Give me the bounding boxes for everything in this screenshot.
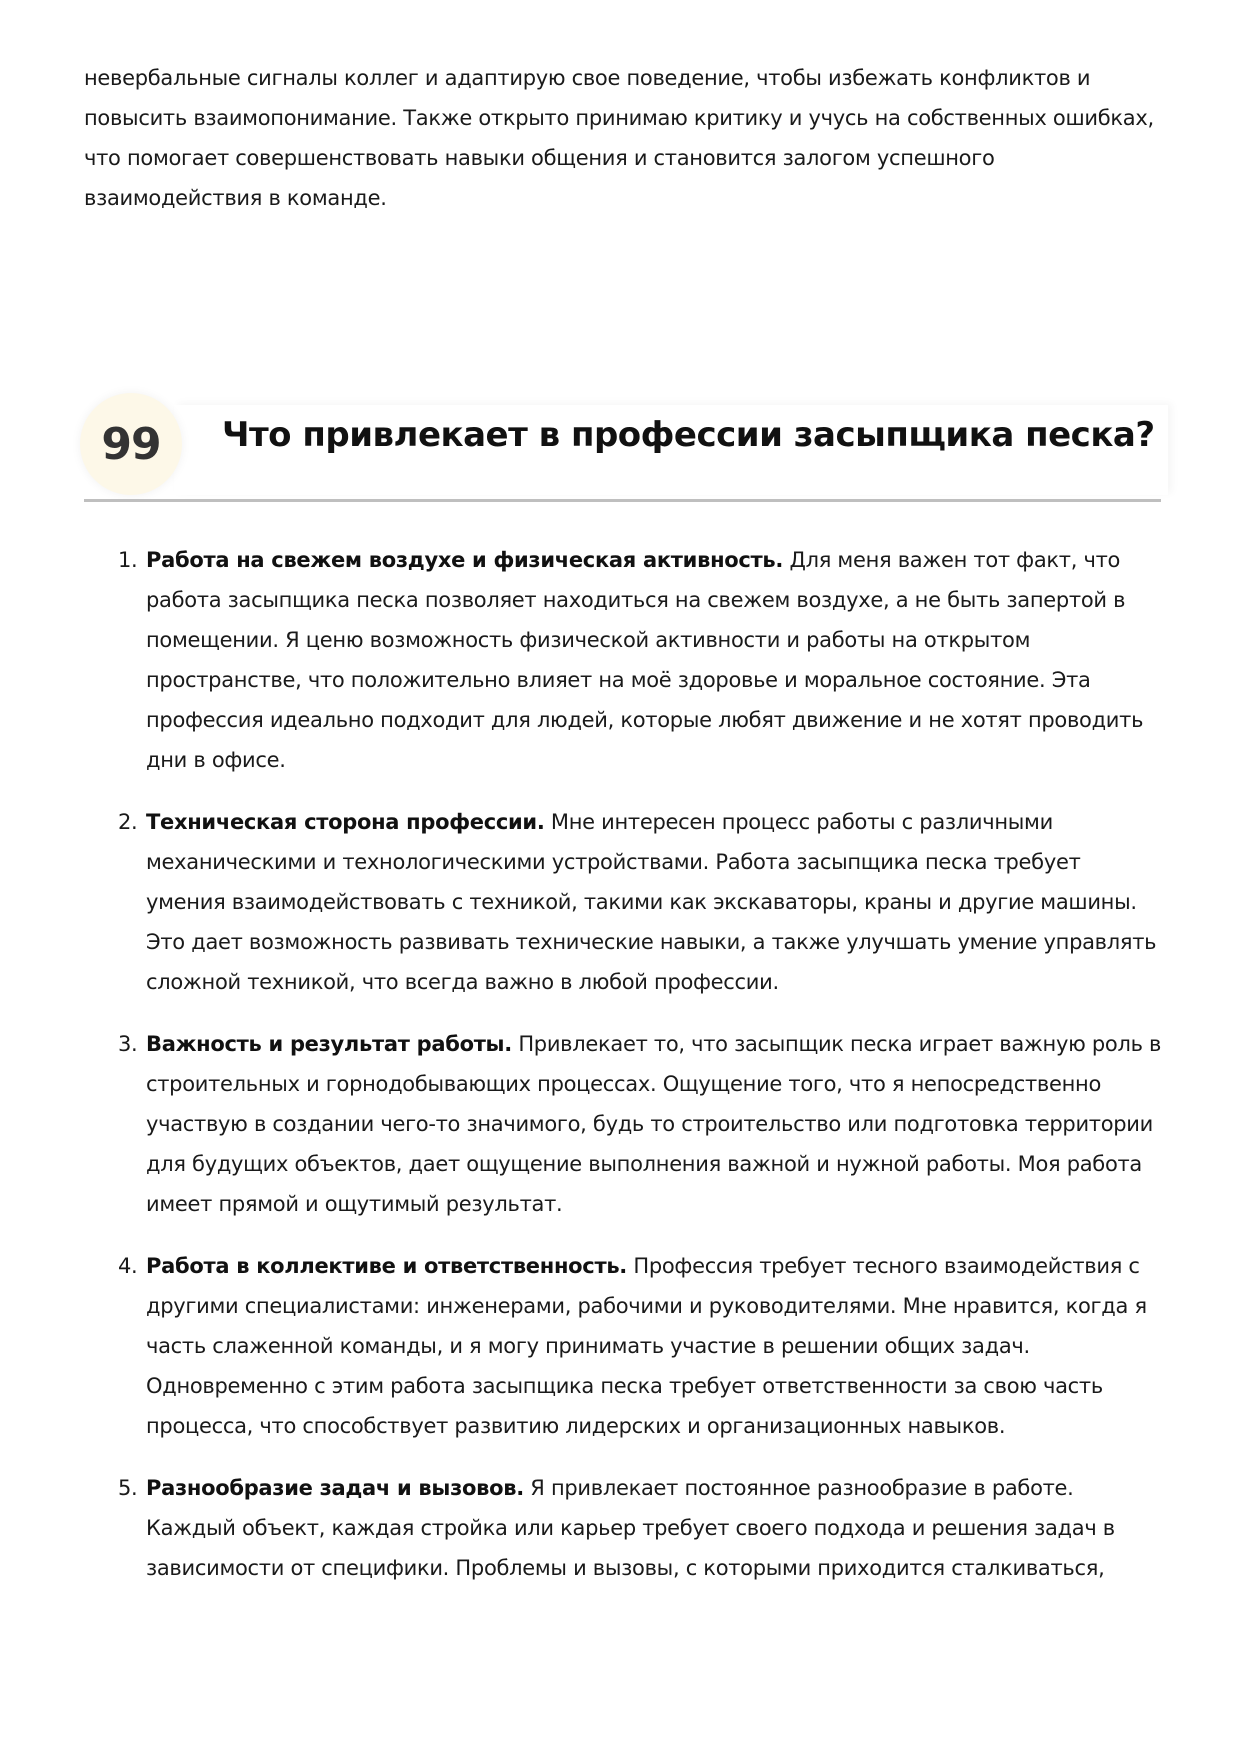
question-header: [84, 385, 1164, 501]
item-heading: Техническая сторона профессии.: [146, 810, 545, 834]
header-divider: [84, 499, 1161, 502]
list-item: [84, 540, 1164, 780]
question-number-badge: 99: [80, 393, 182, 495]
item-number: 2.: [118, 810, 138, 834]
list-item: [84, 1246, 1164, 1446]
item-text: Мне интересен процесс работы с различными механическими и технологическими устройствами. Работа засыпщика песка требует умения взаимодействовать с техникой, такими как экскаваторы, краны и другие машины. Это дает возможность развивать технические навыки, а также улучшать умение управлять сложной техникой, что всегда важно в любой профессии.: [146, 810, 1157, 994]
item-text: Для меня важен тот факт, что работа засыпщика песка позволяет находиться на свежем воздухе, а не быть запертой в помещении. Я ценю возможность физической активности и работы на открытом пространстве, что положительно влияет на моё здоровье и моральное состояние. Эта профессия идеально подходит для людей, которые любят движение и не хотят проводить дни в офисе.: [146, 548, 1144, 772]
document-page: [84, 58, 1164, 218]
item-text: Привлекает то, что засыпщик песка играет важную роль в строительных и горнодобывающих процессах. Ощущение того, что я непосредственно участвую в создании чего-то значимого, будь то строительство или подготовка территории для будущих объектов, дает ощущение выполнения важной и нужной работы. Моя работа имеет прямой и ощутимый результат.: [146, 1032, 1162, 1216]
item-number: 3.: [118, 1032, 138, 1056]
item-heading: Работа на свежем воздухе и физическая активность.: [146, 548, 784, 572]
intro-paragraph: невербальные сигналы коллег и адаптирую свое поведение, чтобы избежать конфликтов и повысить взаимопонимание. Также открыто принимаю критику и учусь на собственных ошибках, что помогает совершенствовать навыки общения и становится залогом успешного взаимодействия в команде.: [84, 66, 1154, 210]
item-heading: Важность и результат работы.: [146, 1032, 512, 1056]
item-heading: Разнообразие задач и вызовов.: [146, 1476, 524, 1500]
item-number: 1.: [118, 548, 138, 572]
item-text: Я привлекает постоянное разнообразие в работе. Каждый объект, каждая стройка или карьер требует своего подхода и решения задач в зависимости от специфики. Проблемы и вызовы, с которыми приходится сталкиваться,: [146, 1476, 1115, 1580]
list-item: [84, 802, 1164, 1002]
item-heading: Работа в коллективе и ответственность.: [146, 1254, 627, 1278]
list-item: [84, 1468, 1164, 1588]
question-title: Что привлекает в профессии засыпщика песка?: [222, 415, 1155, 455]
answer-list: [84, 540, 1164, 1610]
list-item: [84, 1024, 1164, 1224]
item-text: Профессия требует тесного взаимодействия с другими специалистами: инженерами, рабочими и руководителями. Мне нравится, когда я часть слаженной команды, и я могу принимать участие в решении общих задач. Одновременно с этим работа засыпщика песка требует ответственности за свою часть процесса, что способствует развитию лидерских и организационных навыков.: [146, 1254, 1147, 1438]
item-number: 4.: [118, 1254, 138, 1278]
item-number: 5.: [118, 1476, 138, 1500]
